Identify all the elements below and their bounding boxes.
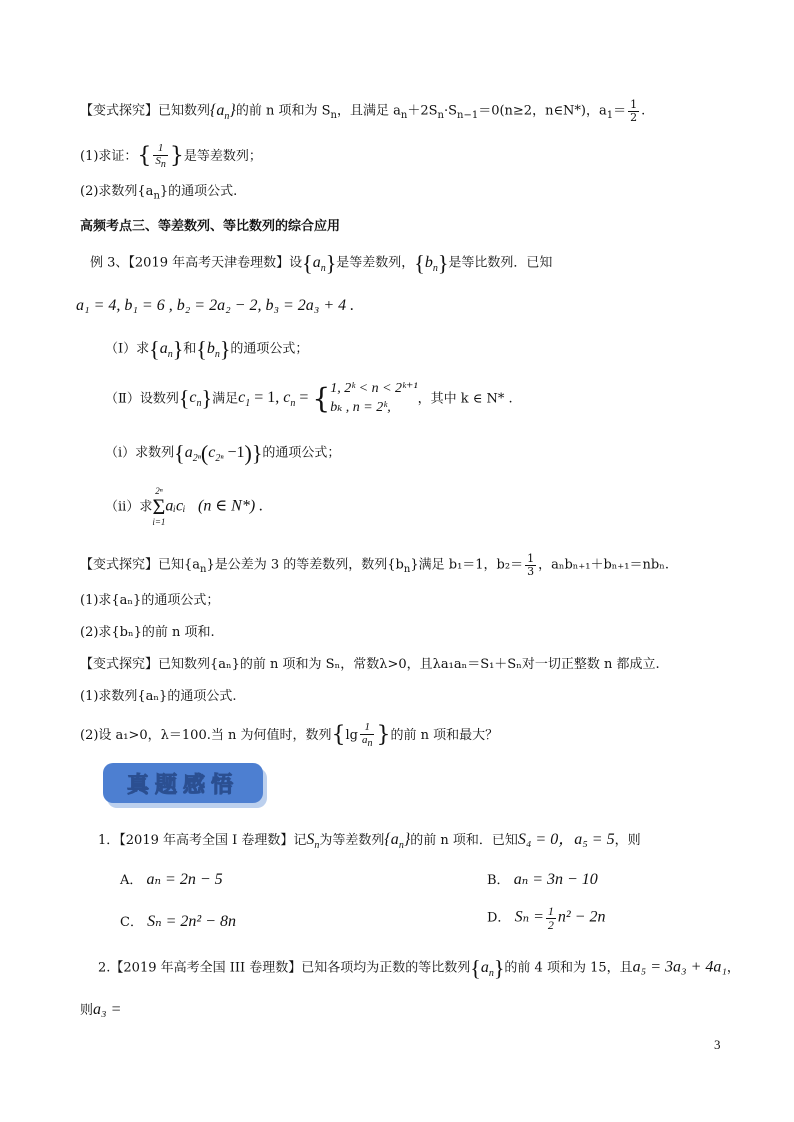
example-3: 例 3、【2019 年高考天津卷理数】设$\{a_n\}$是等差数列，$\{b_n\}$是等比数列．已知 (90, 250, 553, 275)
piecewise-definition: 1, 2ᵏ < n < 2ᵏ⁺¹ bₖ , n = 2ᵏ, (330, 381, 418, 415)
example-3-part-ii-ii: （ii）求 2ⁿ Σ i=1 aᵢcᵢ (n ∈ N*) . (105, 486, 264, 527)
fraction-reciprocal-s: $\frac{1}{Sn}$ (155, 142, 166, 170)
variant-inquiry-2: 【变式探究】已知$\{a_n\}$是公差为 3 的等差数列，数列$\{b_n\}$满足 b₁＝1，b₂＝ $\frac{1}{3}$ ，aₙbₙ₊₁＋bₙ₊₁＝nbₙ. (80, 552, 669, 578)
example-3-part-ii-i: （i）求数列$\{a_{2^n}(c_{2^n} -1)\}$的通项公式； (105, 440, 341, 465)
fraction-half: $\frac{1}{2}$ (630, 98, 638, 124)
variant-inquiry-2-q1: (1)求{aₙ}的通项公式； (80, 593, 220, 608)
variant-inquiry-3: 【变式探究】已知数列{aₙ}的前 n 项和为 Sₙ，常数λ>0，且λa₁aₙ＝S₁＋Sₙ对一切正整数 n 都成立. (80, 657, 660, 672)
example-3-given: a₁ = 4, b₁ = 6 , b₂ = 2a₂ − 2, b₃ = 2a₃ + 4 . (76, 297, 355, 314)
option-d[interactable]: D． Sₙ = $\frac{1}{2}$ n² − 2n (487, 904, 606, 932)
section-title: 高频考点三、等差数列、等比数列的综合应用 (80, 219, 341, 234)
variant-inquiry-2-q2: (2)求{bₙ}的前 n 项和. (80, 625, 215, 640)
variant-inquiry-1-q1: (1)求证：{ $\frac{1}{Sn}$ }是等差数列； (80, 142, 262, 170)
example-3-part-ii: （Ⅱ）设数列$\{c_n\}$满足$c_1 = 1$, $c_n$ = { 1, 2ᵏ < n < 2ᵏ⁺¹ bₖ , n = 2ᵏ, ，其中 k ∈ N* . (105, 380, 513, 418)
option-b[interactable]: B． aₙ = 3n − 10 (487, 871, 598, 888)
question-2: 2.【2019 年高考全国 III 卷理数】已知各项均为正数的等比数列$\{a_n\}$的前 4 项和为 15，且a₅ = 3a₃ + 4a₁， (98, 955, 740, 980)
summation: 2ⁿ Σ i=1 (152, 486, 166, 527)
question-1: 1．【2019 年高考全国 I 卷理数】记$S_n$为等差数列$\{a_n\}$的前 n 项和．已知S₄ = 0，a₅ = 5，则 (98, 831, 641, 852)
option-c[interactable]: C． Sₙ = 2n² − 8n (120, 913, 236, 930)
variant-inquiry-3-q1: (1)求数列{aₙ}的通项公式. (80, 689, 237, 704)
option-a[interactable]: A． aₙ = 2n − 5 (120, 871, 223, 888)
page-number: 3 (714, 1037, 721, 1052)
real-exam-badge: 真题感悟 (103, 763, 263, 803)
variant-inquiry-1: 【变式探究】已知数列$\{a_n\}$的前 n 项和为 $S_n$，且满足 $a_n+2S_n\cdot S_{n-1}=0(n\ge 2$，n∈N*)，$a_1=$ $\frac{1}{2}$ . (80, 98, 646, 124)
fraction-third: $\frac{1}{3}$ (527, 552, 535, 578)
fraction-half-option-d: $\frac{1}{2}$ (547, 904, 554, 932)
variant-inquiry-1-q2: (2)求数列$\{a_n\}$的通项公式. (80, 184, 238, 202)
question-2-line-2: 则a₃ = (80, 1001, 122, 1018)
fraction-reciprocal-a: $\frac{1}{an}$ (361, 721, 373, 749)
example-3-part-i: （Ⅰ）求$\{a_n\}$和$\{b_n\}$的通项公式； (105, 336, 309, 361)
variant-inquiry-3-q2: (2)设 a₁>0，λ＝100.当 n 为何值时，数列{lg $\frac{1}{an}$ }的前 n 项和最大？ (80, 721, 499, 749)
